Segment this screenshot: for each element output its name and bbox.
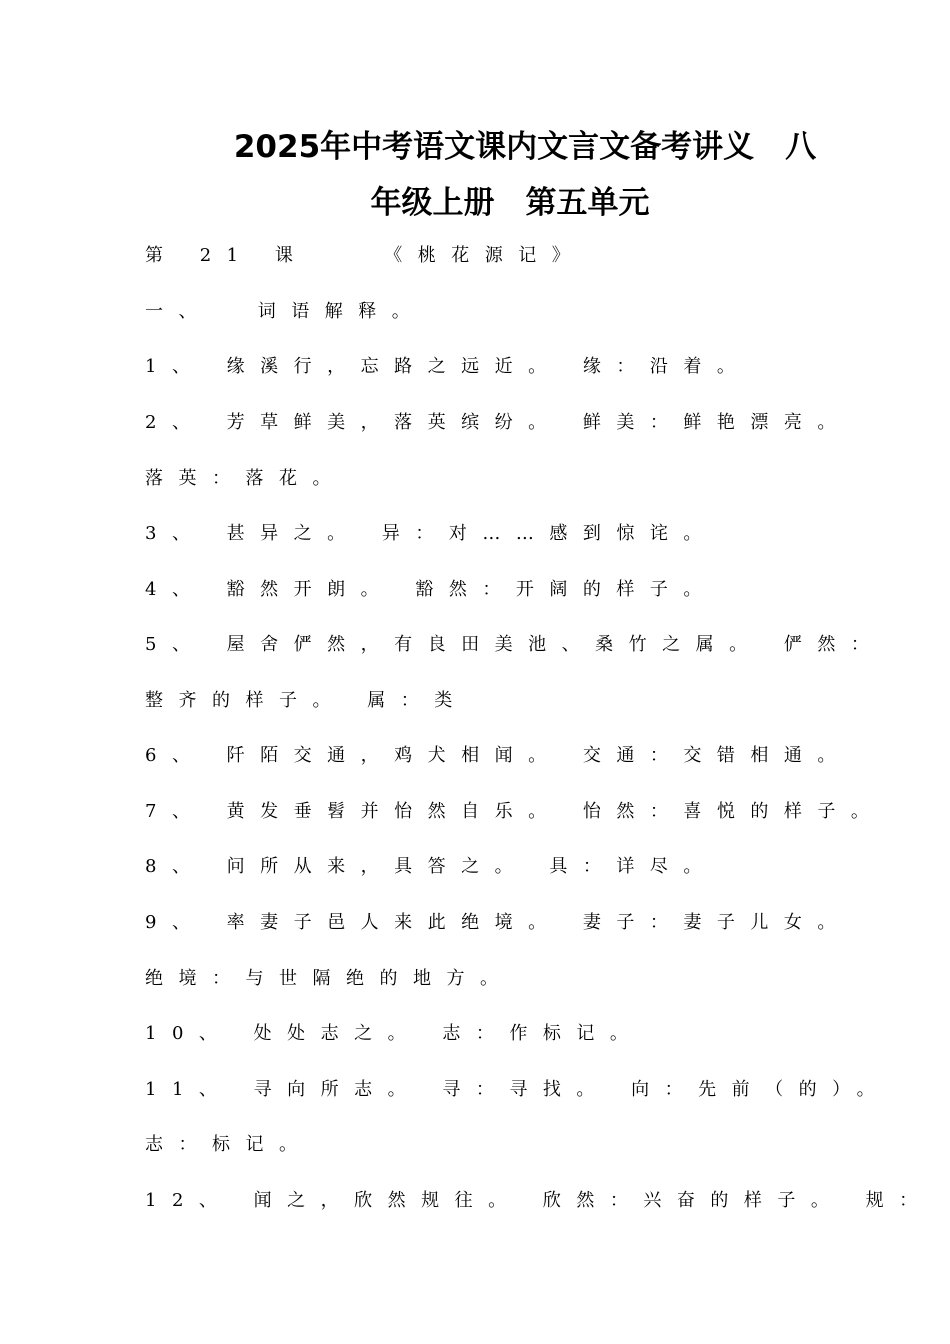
vocab-line: 5、 屋舍俨然，有良田美池、桑竹之属。 俨然： — [145, 634, 885, 655]
document-title-line-2: 年级上册 第五单元 — [370, 185, 650, 221]
section-heading: 一、 词语解释。 — [145, 301, 426, 322]
vocab-line: 3、 甚异之。 异：对……感到惊诧。 — [145, 523, 717, 544]
vocab-line: 绝境：与世隔绝的地方。 — [145, 968, 514, 989]
vocab-line: 9、 率妻子邑人来此绝境。 妻子：妻子儿女。 — [145, 912, 851, 933]
document-title-line-1: 2025年中考语文课内文言文备考讲义 八 — [233, 129, 817, 165]
vocab-line: 1、 缘溪行，忘路之远近。 缘：沿着。 — [145, 356, 751, 377]
vocab-line: 12、 闻之，欣然规往。 欣然：兴奋的样子。 规： — [145, 1190, 933, 1211]
vocab-line: 志：标记。 — [145, 1134, 313, 1155]
vocab-line: 4、 豁然开朗。 豁然：开阔的样子。 — [145, 579, 717, 600]
vocab-line: 落英：落花。 — [145, 468, 346, 489]
vocab-line: 10、 处处志之。 志：作标记。 — [145, 1023, 644, 1044]
vocab-line: 7、 黄发垂髫并怡然自乐。 怡然：喜悦的样子。 — [145, 801, 885, 822]
vocab-line: 整齐的样子。 属：类 — [145, 690, 468, 711]
vocab-line: 2、 芳草鲜美，落英缤纷。 鲜美：鲜艳漂亮。 — [145, 412, 851, 433]
vocab-line: 8、 问所从来，具答之。 具：详尽。 — [145, 856, 717, 877]
vocab-line: 6、 阡陌交通，鸡犬相闻。 交通：交错相通。 — [145, 745, 851, 766]
lesson-heading: 第 21 课 《桃花源记》 — [145, 245, 586, 266]
vocab-line: 11、 寻向所志。 寻：寻找。 向：先前（的）。 — [145, 1079, 891, 1100]
